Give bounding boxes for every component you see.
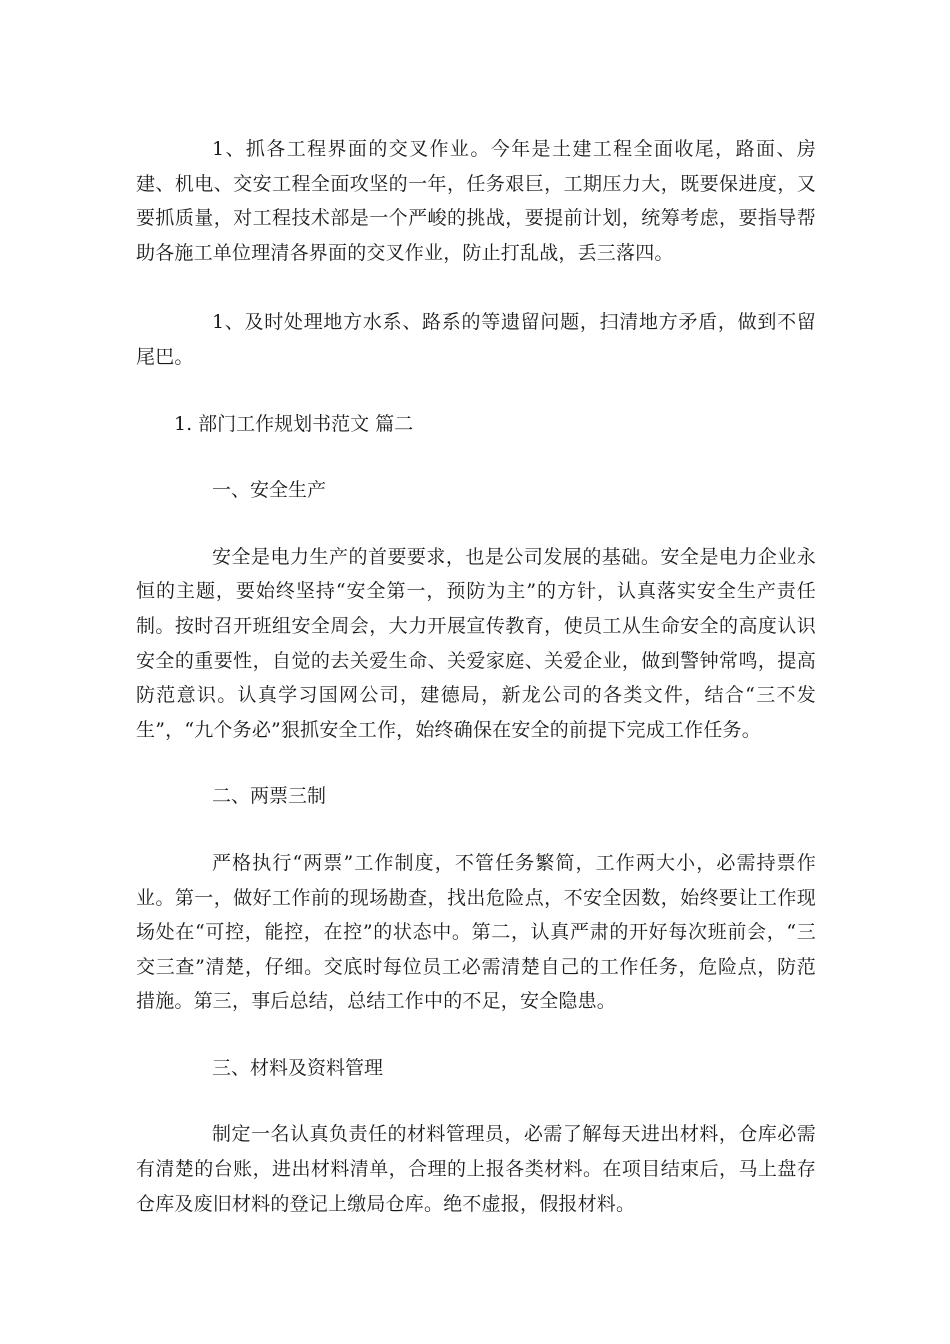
heading-safety-production: 一、安全生产 — [212, 479, 327, 502]
paragraph-interface-work: 1、抓各工程界面的交叉作业。今年是土建工程全面收尾，路面、房建、机电、交安工程全面攻坚的一年，任务艰巨，工期压力大，既要保进度，又要抓质量，对工程技术部是一个严峻的挑战，要提前计划，统筹考虑，要指导帮助各施工单位理清各界面的交叉作业，防止打乱战，丢三落四。 — [136, 138, 816, 264]
document-page — [136, 132, 816, 1221]
section-title: 1. 部门工作规划书范文 篇二 — [174, 412, 414, 435]
paragraph-safety-production: 安全是电力生产的首要要求，也是公司发展的基础。安全是电力企业永恒的主题，要始终坚持“安全第一，预防为主”的方针，认真落实安全生产责任制。按时召开班组安全周会，大力开展宣传教育，使员工从生命安全的高度认识安全的重要性，自觉的去关爱生命、关爱家庭、关爱企业，做到警钟常鸣，提高防范意识。认真学习国网公司，建德局，新龙公司的各类文件，结合“三不发生”，“九个务必”狠抓安全工作，始终确保在安全的前提下完成工作任务。 — [136, 545, 816, 741]
paragraph-materials: 制定一名认真负责任的材料管理员，必需了解每天进出材料，仓库必需有清楚的台账，进出材料清单，合理的上报各类材料。在项目结束后，马上盘存仓库及废旧材料的登记上缴局仓库。绝不虚报，假报材料。 — [136, 1123, 816, 1215]
paragraph-two-tickets: 严格执行“两票”工作制度，不管任务繁简，工作两大小，必需持票作业。第一，做好工作前的现场勘查，找出危险点，不安全因数，始终要让工作现场处在“可控，能控，在控”的状态中。第二，认真严肃的开好每次班前会，“三交三查”清楚，仔细。交底时每位员工必需清楚自己的工作任务，危险点，防范措施。第三，事后总结，总结工作中的不足，安全隐患。 — [136, 851, 816, 1013]
paragraph-local-issues: 1、及时处理地方水系、路系的等遗留问题，扫清地方矛盾，做到不留尾巴。 — [136, 311, 816, 368]
heading-two-tickets: 二、两票三制 — [212, 785, 327, 808]
heading-materials: 三、材料及资料管理 — [212, 1056, 384, 1079]
